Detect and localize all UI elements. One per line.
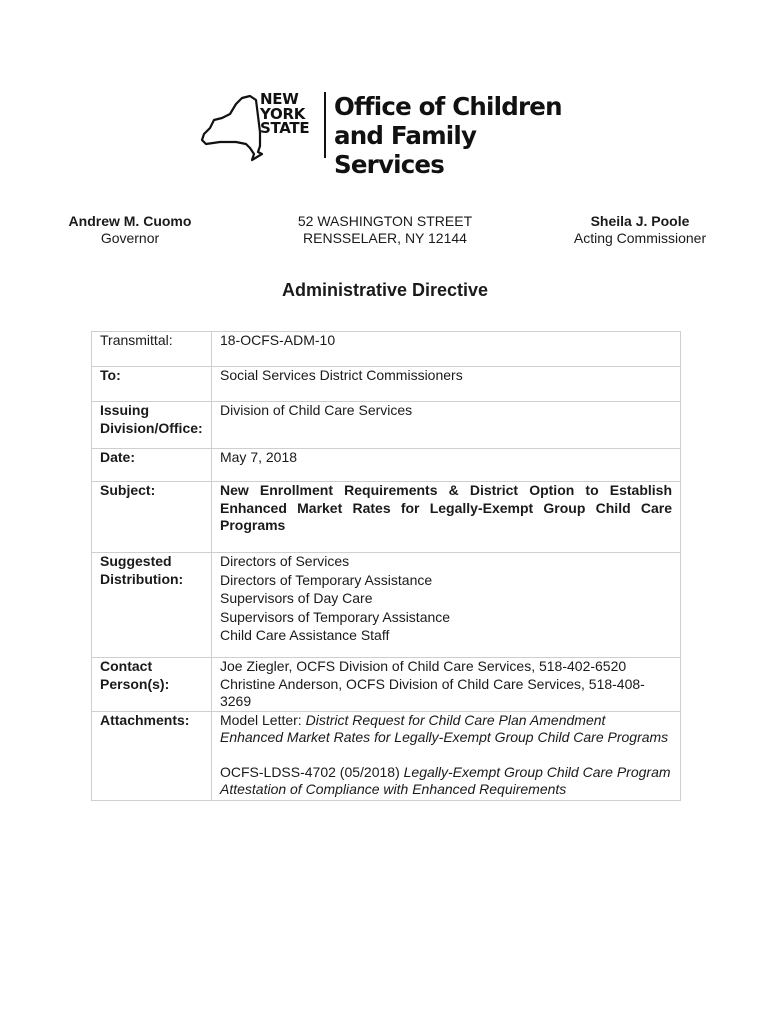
table-row-subject [92,482,681,553]
table-row-transmittal [92,332,681,367]
issuing-label-line-2: Division/Office: [100,419,203,436]
transmittal-value: 18-OCFS-ADM-10 [211,332,680,367]
subject-label: Subject: [92,482,212,553]
attachments-list [211,711,680,800]
attachment-1-title: District Request for Child Care Plan Amendment Enhanced Market Rates for Legally-Exempt Group Child Care Programs [219,711,669,745]
address-city: RENSSELAER, NY 12144 [303,230,467,246]
commissioner-title: Acting Commissioner [573,230,707,246]
attachments-label: Attachments: [92,711,212,800]
nys-line-state: STATE [260,119,310,137]
table-row-issuing [92,402,681,449]
address-block [280,213,490,247]
governor-title: Governor [100,230,160,246]
office-line-1: Office of Children [334,92,562,121]
office-line-2: and Family Services [334,121,477,179]
contact-person: Christine Anderson, OCFS Division of Child Care Services, 518-408-3269 [219,675,645,709]
distribution-item: Supervisors of Day Care [219,590,373,606]
new-york-state-map-icon [200,90,264,162]
attachment-1-prefix: Model Letter: [219,711,306,728]
contact-list [211,658,680,712]
document-title: Administrative Directive [281,280,489,300]
contact-label-line-2: Person(s): [100,675,170,692]
issuing-label [92,402,212,449]
attachment-item-1 [220,712,672,747]
directive-table [91,331,681,801]
to-label: To: [92,367,212,402]
commissioner-block [565,213,715,247]
table-row-to [92,367,681,402]
nys-wordmark [260,92,309,136]
table-row-contact [92,658,681,712]
distribution-item: Directors of Temporary Assistance [219,571,433,588]
date-label: Date: [92,449,212,482]
nys-line-york: YORK [260,104,306,123]
distribution-list [211,553,680,658]
table-row-distribution [92,553,681,658]
contact-label-line-1: Contact [100,658,153,674]
date-value: May 7, 2018 [211,449,680,482]
attachment-item-2 [220,764,672,799]
address-street: 52 WASHINGTON STREET [297,213,473,229]
distribution-label [92,553,212,658]
distribution-item: Child Care Assistance Staff [219,627,390,643]
table-row-attachments [92,711,681,800]
governor-block [60,213,200,247]
contact-label [92,658,212,712]
attachment-2-title: Legally-Exempt Group Child Care Program Attestation of Compliance with Enhanced Requirements [219,763,671,797]
distribution-label-line-1: Suggested [100,553,172,569]
transmittal-label: Transmittal: [92,332,212,367]
commissioner-name: Sheila J. Poole [590,213,690,229]
governor-name: Andrew M. Cuomo [68,213,192,229]
attachment-2-prefix: OCFS-LDSS-4702 (05/2018) [219,763,404,780]
to-value: Social Services District Commissioners [211,367,680,402]
office-wordmark [334,92,580,179]
distribution-item: Directors of Services [219,553,350,569]
ocfs-logo [200,86,580,179]
distribution-item: Supervisors of Temporary Assistance [219,608,451,625]
issuing-value: Division of Child Care Services [211,402,680,449]
distribution-label-line-2: Distribution: [100,570,184,587]
table-row-date [92,449,681,482]
logo-divider [324,92,326,158]
contact-person: Joe Ziegler, OCFS Division of Child Care Services, 518-402-6520 [219,658,627,674]
subject-value: New Enrollment Requirements & District Option to Establish Enhanced Market Rates for Legally-Exempt Group Child Care Programs [211,482,680,553]
issuing-label-line-1: Issuing [100,402,150,418]
nys-line-new: NEW [260,90,299,108]
